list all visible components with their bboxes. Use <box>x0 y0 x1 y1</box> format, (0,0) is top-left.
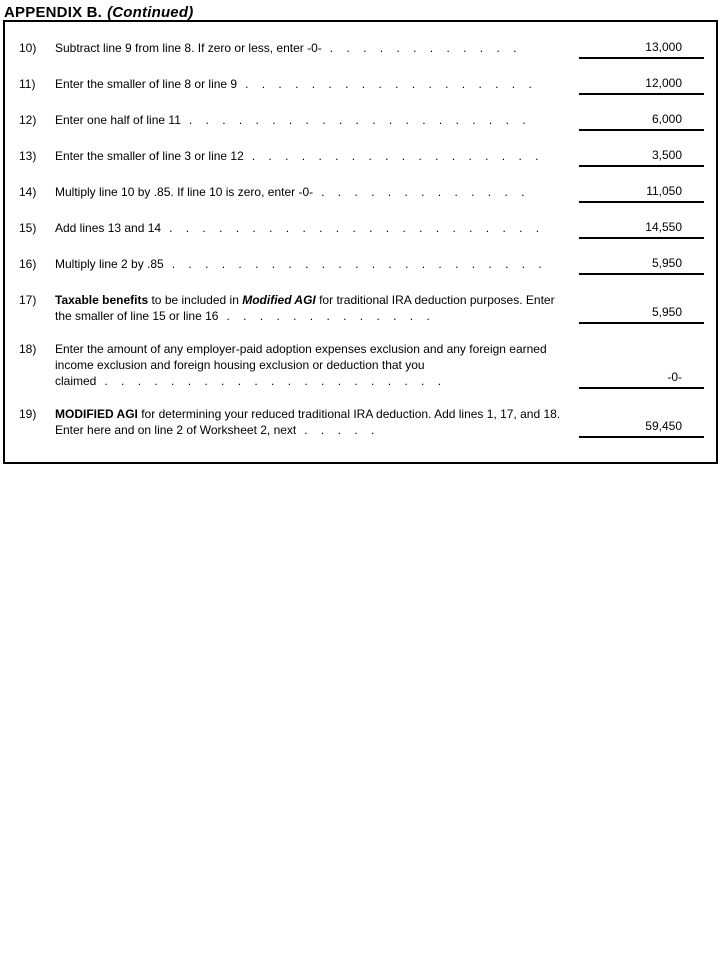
line-number: 11) <box>19 77 36 91</box>
line-text-body: Add lines 13 and 14 <box>55 221 162 235</box>
amount-field <box>579 370 704 389</box>
amount-value: -0- <box>667 370 682 384</box>
line-text-body: to be included in <box>148 293 243 307</box>
amount-field <box>579 148 704 167</box>
amount-field <box>579 40 704 59</box>
amount-value: 11,050 <box>646 184 682 198</box>
worksheet-line-17 <box>19 292 704 324</box>
line-text-body: Multiply line 10 by .85. If line 10 is zero, enter -0- <box>55 185 314 199</box>
page-title <box>0 0 725 20</box>
amount-field <box>579 76 704 95</box>
amount-value: 6,000 <box>651 112 682 126</box>
amount-value: 13,000 <box>645 40 682 54</box>
dot-leader: . . . . . . . . . . . . . <box>321 185 525 199</box>
amount-field <box>579 305 704 324</box>
line-number: 10) <box>19 41 37 55</box>
line-text <box>55 184 579 203</box>
line-text <box>55 406 579 438</box>
dot-leader: . . . . . . . . . . . . . . . . . . . . . <box>188 113 526 127</box>
line-text-body: Enter the smaller of line 3 or line 12 <box>55 149 244 163</box>
line-number: 14) <box>19 185 37 199</box>
amount-value: 59,450 <box>645 419 682 433</box>
line-text <box>55 256 579 275</box>
line-text-body: for traditional IRA deduction purposes. Enter the smaller of line 15 or line 16 <box>55 293 555 323</box>
worksheet-line-14 <box>19 184 704 203</box>
line-text-body: Enter one half of line 11 <box>55 113 181 127</box>
worksheet-line-18 <box>19 341 704 389</box>
worksheet-line-19 <box>19 406 704 438</box>
dot-leader: . . . . . <box>304 423 375 437</box>
worksheet-line-16 <box>19 256 704 275</box>
line-text <box>55 292 579 324</box>
line-text-body: Multiply line 2 by .85 <box>55 257 164 271</box>
worksheet-line-13 <box>19 148 704 167</box>
amount-field <box>579 112 704 131</box>
line-text <box>55 341 579 389</box>
line-text-body: Enter the amount of any employer-paid adoption expenses exclusion and any foreign earned income exclusion and foreign housing exclusion or deduction that you claimed <box>55 342 547 388</box>
dot-leader: . . . . . . . . . . . . . . . . . . <box>245 77 532 91</box>
worksheet-line-10 <box>19 40 704 59</box>
amount-field <box>579 256 704 275</box>
line-number: 12) <box>19 113 37 127</box>
amount-field <box>579 184 704 203</box>
line-text <box>55 148 579 167</box>
amount-value: 3,500 <box>651 148 682 162</box>
line-text-body: for determining your reduced traditional IRA deduction. Add lines 1, 17, and 18. Enter here and on line 2 of Worksheet 2, next <box>55 407 561 437</box>
amount-value: 5,950 <box>651 256 682 270</box>
appendix-title: APPENDIX B. <box>4 4 103 21</box>
line-text <box>55 76 579 95</box>
line-text-bold: MODIFIED AGI <box>55 407 138 421</box>
line-number: 19) <box>19 407 37 421</box>
line-text-body: Subtract line 9 from line 8. If zero or less, enter -0- <box>55 41 322 55</box>
line-number: 15) <box>19 221 37 235</box>
amount-field <box>579 220 704 239</box>
amount-field <box>579 419 704 438</box>
line-text <box>55 220 579 239</box>
line-text-bold-italic: Modified AGI <box>242 293 316 307</box>
line-number: 13) <box>19 149 37 163</box>
line-text <box>55 112 579 131</box>
amount-value: 14,550 <box>645 220 682 234</box>
worksheet-line-15 <box>19 220 704 239</box>
line-number: 17) <box>19 293 37 307</box>
dot-leader: . . . . . . . . . . . . . . . . . . . . . . . <box>169 221 540 235</box>
worksheet-line-11 <box>19 76 704 95</box>
continued-label: (Continued) <box>107 4 194 21</box>
line-text <box>55 40 579 59</box>
amount-value: 5,950 <box>651 305 682 319</box>
dot-leader: . . . . . . . . . . . . . . . . . . . . . . . <box>171 257 542 271</box>
line-number: 16) <box>19 257 37 271</box>
worksheet-line-12 <box>19 112 704 131</box>
dot-leader: . . . . . . . . . . . . . . . . . . . . . <box>104 374 442 388</box>
dot-leader: . . . . . . . . . . . . . . . . . . <box>251 149 539 163</box>
dot-leader: . . . . . . . . . . . . . <box>226 309 430 323</box>
line-number: 18) <box>19 342 37 356</box>
line-text-body: Enter the smaller of line 8 or line 9 <box>55 77 238 91</box>
dot-leader: . . . . . . . . . . . . <box>329 41 517 55</box>
amount-value: 12,000 <box>645 76 682 90</box>
line-text-bold: Taxable benefits <box>55 293 149 307</box>
worksheet-box <box>3 20 718 464</box>
